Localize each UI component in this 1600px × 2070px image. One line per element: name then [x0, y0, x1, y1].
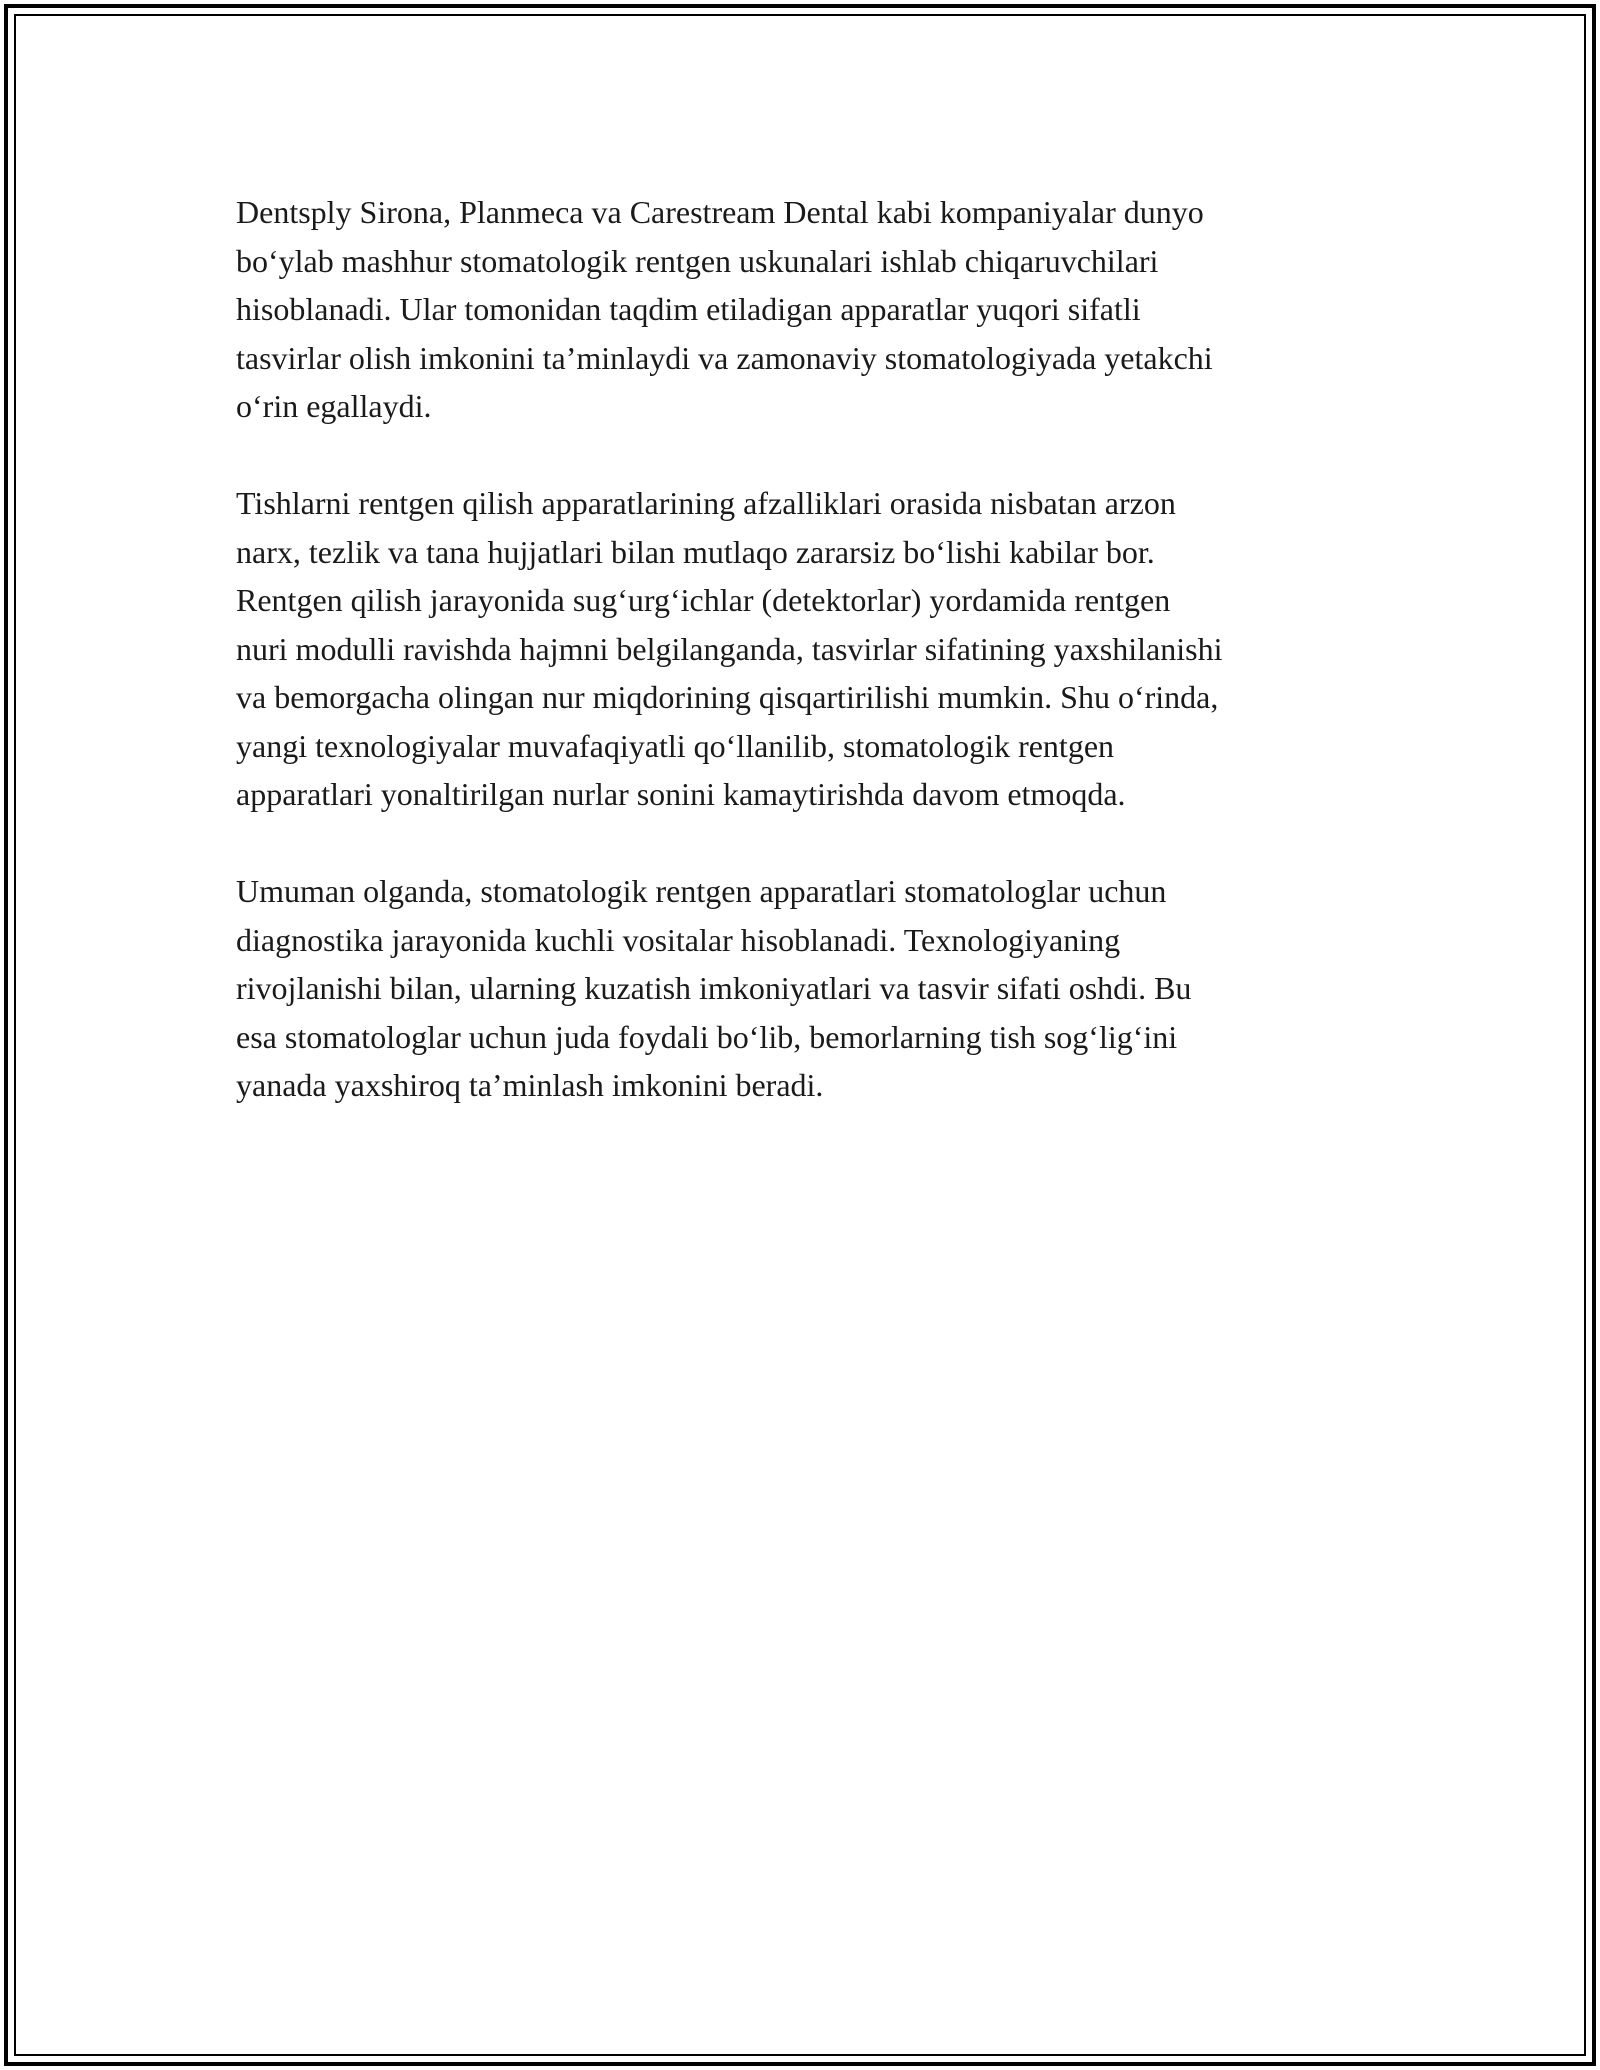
paragraph-1: Dentsply Sirona, Planmeca va Carestream Dental kabi kompaniyalar dunyo bo‘ylab mashhur stomatologik rentgen uskunalari ishlab chiqaruvchilari hisoblanadi. Ular tomonidan taqdim etiladigan apparatlar yuqori sifatli tasvirlar olish imkonini ta’minlaydi va zamonaviy stomatologiyada yetakchi o‘rin egallaydi. — [236, 194, 1213, 424]
document-body — [236, 188, 1386, 1158]
paragraph-3: Umuman olganda, stomatologik rentgen apparatlari stomatologlar uchun diagnostika jarayonida kuchli vositalar hisoblanadi. Texnologiyaning rivojlanishi bilan, ularning kuzatish imkoniyatlari va tasvir sifati oshdi. Bu esa stomatologlar uchun juda foydali bo‘lib, bemorlarning tish sog‘lig‘ini yanada yaxshiroq ta’minlash imkonini beradi. — [236, 873, 1192, 1103]
paragraph-2: Tishlarni rentgen qilish apparatlarining afzalliklari orasida nisbatan arzon narx, tezlik va tana hujjatlari bilan mutlaqo zararsiz bo‘lishi kabilar bor. Rentgen qilish jarayonida sug‘urg‘ichlar (detektorlar) yordamida rentgen nuri modulli ravishda hajmni belgilanganda, tasvirlar sifatining yaxshilanishi va bemorgacha olingan nur miqdorining qisqartirilishi mumkin. Shu o‘rinda, yangi texnologiyalar muvafaqiyatli qo‘llanilib, stomatologik rentgen apparatlari yonaltirilgan nurlar sonini kamaytirishda davom etmoqda. — [236, 485, 1223, 812]
